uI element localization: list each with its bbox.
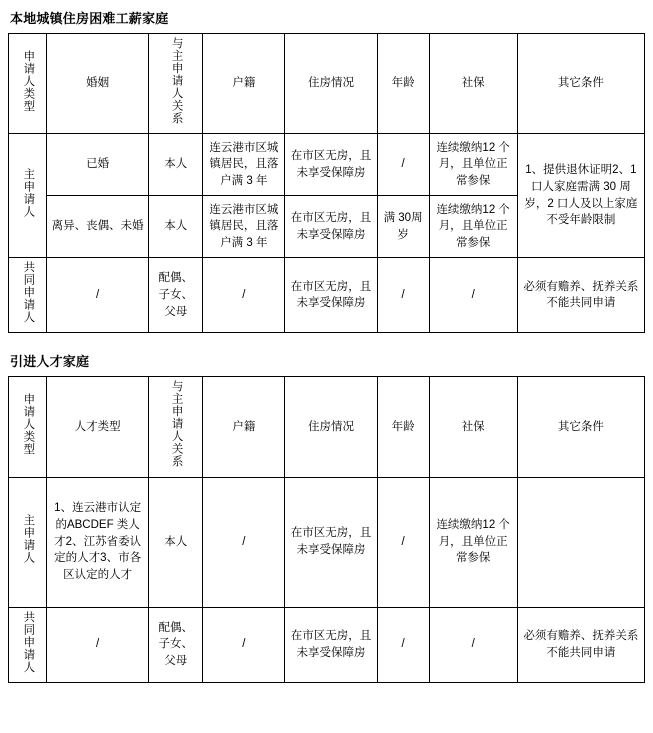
table-local-housing-families	[8, 33, 645, 333]
cell-social-insurance: 连续缴纳12 个月，且单位正常参保	[429, 134, 517, 196]
section-spacer	[8, 333, 645, 349]
cell-hukou: /	[203, 607, 285, 682]
header-other-conditions: 其它条件	[517, 377, 644, 477]
table-header-row	[9, 34, 645, 134]
cell-social-insurance: /	[429, 258, 517, 333]
header-relation: 与主申请人关系	[149, 34, 203, 134]
cell-age: /	[377, 134, 429, 196]
rowgroup-label-main-applicant: 主申请人	[9, 134, 47, 258]
cell-hukou: 连云港市区城镇居民，且落户满 3 年	[203, 196, 285, 258]
cell-relation: 本人	[149, 196, 203, 258]
rowgroup-label-main-applicant: 主申请人	[9, 477, 47, 607]
cell-other-conditions: 必须有赡养、抚养关系不能共同申请	[517, 258, 644, 333]
table-header-row	[9, 377, 645, 477]
cell-other-conditions: 1、提供退休证明2、1 口人家庭需满 30 周岁，2 口人及以上家庭不受年龄限制	[517, 134, 644, 258]
table-talent-families	[8, 376, 645, 682]
header-marriage: 婚姻	[47, 34, 149, 134]
cell-talent-type: 1、连云港市认定的ABCDEF 类人才2、江苏省委认定的人才3、市各区认定的人才	[47, 477, 149, 607]
table-row	[9, 477, 645, 607]
cell-social-insurance: 连续缴纳12 个月，且单位正常参保	[429, 196, 517, 258]
cell-marriage: 已婚	[47, 134, 149, 196]
table-row	[9, 258, 645, 333]
header-housing: 住房情况	[285, 377, 377, 477]
cell-housing: 在市区无房，且未享受保障房	[285, 258, 377, 333]
cell-hukou: /	[203, 477, 285, 607]
cell-other-conditions: 必须有赡养、抚养关系不能共同申请	[517, 607, 644, 682]
cell-housing: 在市区无房，且未享受保障房	[285, 477, 377, 607]
cell-age: /	[377, 477, 429, 607]
cell-housing: 在市区无房，且未享受保障房	[285, 134, 377, 196]
header-talent-type: 人才类型	[47, 377, 149, 477]
cell-relation: 本人	[149, 477, 203, 607]
header-other-conditions: 其它条件	[517, 34, 644, 134]
rowgroup-label-co-applicant: 共同申请人	[9, 258, 47, 333]
section-title-2: 引进人才家庭	[10, 354, 90, 370]
cell-relation: 配偶、子女、父母	[149, 258, 203, 333]
cell-other-conditions	[517, 477, 644, 607]
cell-age: /	[377, 258, 429, 333]
header-hukou: 户籍	[203, 34, 285, 134]
cell-relation: 本人	[149, 134, 203, 196]
cell-social-insurance: /	[429, 607, 517, 682]
header-relation: 与主申请人关系	[149, 377, 203, 477]
cell-housing: 在市区无房，且未享受保障房	[285, 196, 377, 258]
header-applicant-type: 申请人类型	[9, 377, 47, 477]
cell-hukou: 连云港市区城镇居民，且落户满 3 年	[203, 134, 285, 196]
table-row	[9, 134, 645, 196]
cell-talent-type: /	[47, 607, 149, 682]
cell-age: /	[377, 607, 429, 682]
cell-age: 满 30周岁	[377, 196, 429, 258]
header-age: 年龄	[377, 34, 429, 134]
cell-hukou: /	[203, 258, 285, 333]
cell-social-insurance: 连续缴纳12 个月，且单位正常参保	[429, 477, 517, 607]
header-housing: 住房情况	[285, 34, 377, 134]
cell-marriage: 离异、丧偶、未婚	[47, 196, 149, 258]
cell-housing: 在市区无房，且未享受保障房	[285, 607, 377, 682]
cell-relation: 配偶、子女、父母	[149, 607, 203, 682]
cell-marriage: /	[47, 258, 149, 333]
table-row	[9, 607, 645, 682]
header-social-insurance: 社保	[429, 377, 517, 477]
rowgroup-label-co-applicant: 共同申请人	[9, 607, 47, 682]
header-applicant-type: 申请人类型	[9, 34, 47, 134]
header-age: 年龄	[377, 377, 429, 477]
section-title-1: 本地城镇住房困难工薪家庭	[10, 11, 169, 26]
header-hukou: 户籍	[203, 377, 285, 477]
header-social-insurance: 社保	[429, 34, 517, 134]
